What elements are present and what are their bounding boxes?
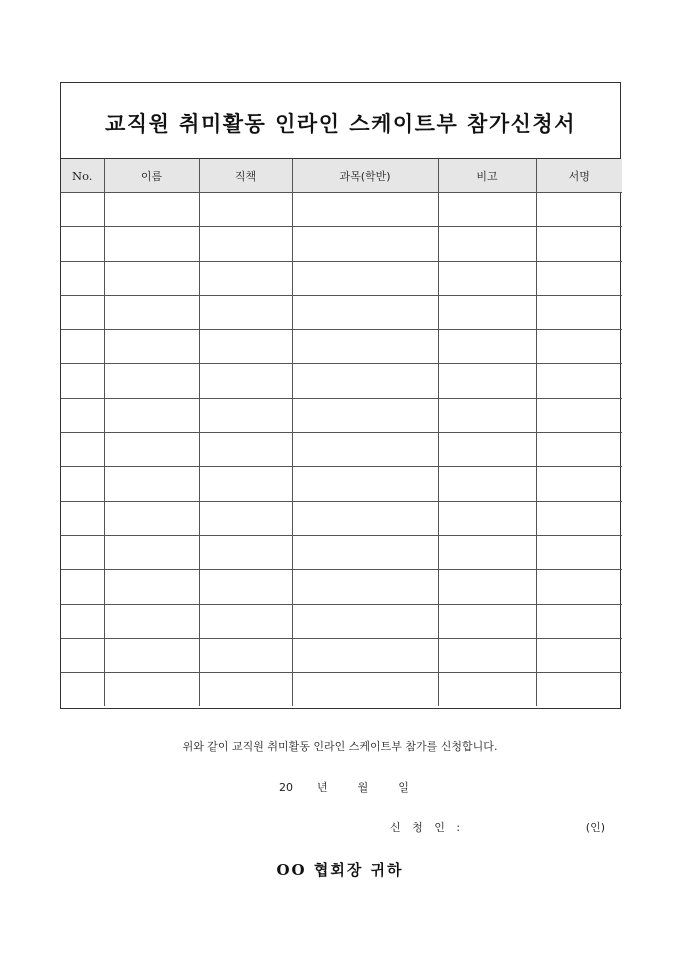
- cell-no: [61, 638, 104, 672]
- cell-no: [61, 364, 104, 398]
- cell-department: [292, 295, 438, 329]
- cell-position: [199, 261, 292, 295]
- cell-remarks: [438, 364, 536, 398]
- cell-department: [292, 261, 438, 295]
- cell-position: [199, 227, 292, 261]
- cell-name: [104, 570, 199, 604]
- cell-signature: [536, 295, 622, 329]
- cell-remarks: [438, 604, 536, 638]
- cell-name: [104, 295, 199, 329]
- cell-signature: [536, 604, 622, 638]
- cell-no: [61, 227, 104, 261]
- cell-remarks: [438, 330, 536, 364]
- cell-signature: [536, 638, 622, 672]
- date-line: [279, 779, 409, 795]
- cell-position: [199, 638, 292, 672]
- cell-signature: [536, 673, 622, 707]
- cell-signature: [536, 501, 622, 535]
- cell-name: [104, 604, 199, 638]
- cell-remarks: [438, 295, 536, 329]
- cell-name: [104, 638, 199, 672]
- cell-no: [61, 673, 104, 707]
- column-header-name: 이름: [104, 159, 199, 193]
- cell-no: [61, 295, 104, 329]
- date-year-prefix: 20: [279, 781, 293, 794]
- cell-remarks: [438, 433, 536, 467]
- cell-position: [199, 330, 292, 364]
- cell-department: [292, 467, 438, 501]
- cell-remarks: [438, 227, 536, 261]
- cell-no: [61, 330, 104, 364]
- cell-remarks: [438, 638, 536, 672]
- table-row: [61, 398, 622, 432]
- cell-name: [104, 398, 199, 432]
- cell-no: [61, 570, 104, 604]
- cell-position: [199, 433, 292, 467]
- cell-no: [61, 501, 104, 535]
- table-row: [61, 604, 622, 638]
- cell-remarks: [438, 398, 536, 432]
- signup-table: [61, 159, 622, 706]
- table-row: [61, 570, 622, 604]
- cell-department: [292, 433, 438, 467]
- cell-signature: [536, 467, 622, 501]
- cell-signature: [536, 364, 622, 398]
- cell-department: [292, 398, 438, 432]
- table-row: [61, 535, 622, 569]
- column-header-no: No.: [61, 159, 104, 193]
- cell-name: [104, 535, 199, 569]
- cell-position: [199, 467, 292, 501]
- applicant-label: 신 청 인 :: [390, 821, 465, 834]
- table-row: [61, 261, 622, 295]
- cell-position: [199, 398, 292, 432]
- cell-remarks: [438, 261, 536, 295]
- table-row: [61, 295, 622, 329]
- seal-mark: (인): [585, 821, 605, 834]
- form-title-area: [61, 83, 620, 159]
- cell-name: [104, 330, 199, 364]
- cell-department: [292, 604, 438, 638]
- cell-no: [61, 467, 104, 501]
- cell-no: [61, 604, 104, 638]
- cell-name: [104, 467, 199, 501]
- cell-position: [199, 501, 292, 535]
- column-header-position: 직책: [199, 159, 292, 193]
- cell-no: [61, 398, 104, 432]
- cell-department: [292, 535, 438, 569]
- cell-no: [61, 535, 104, 569]
- cell-remarks: [438, 673, 536, 707]
- cell-remarks: [438, 193, 536, 227]
- cell-department: [292, 193, 438, 227]
- table-row: [61, 193, 622, 227]
- table-row: [61, 467, 622, 501]
- cell-name: [104, 227, 199, 261]
- cell-signature: [536, 535, 622, 569]
- cell-name: [104, 501, 199, 535]
- cell-signature: [536, 227, 622, 261]
- column-header-department: 과목(학반): [292, 159, 438, 193]
- cell-position: [199, 535, 292, 569]
- cell-position: [199, 295, 292, 329]
- cell-no: [61, 193, 104, 227]
- cell-signature: [536, 330, 622, 364]
- date-day-unit: 일: [398, 781, 409, 794]
- cell-position: [199, 604, 292, 638]
- cell-signature: [536, 261, 622, 295]
- cell-position: [199, 193, 292, 227]
- addressee: OO 협회장 귀하: [276, 861, 404, 879]
- column-header-remarks: 비고: [438, 159, 536, 193]
- application-statement: 위와 같이 교직원 취미활동 인라인 스케이트부 참가를 신청합니다.: [182, 740, 498, 753]
- table-row: [61, 330, 622, 364]
- cell-name: [104, 261, 199, 295]
- table-row: [61, 501, 622, 535]
- table-row: [61, 364, 622, 398]
- table-row: [61, 433, 622, 467]
- form-title: 교직원 취미활동 인라인 스케이트부 참가신청서: [105, 110, 576, 136]
- cell-remarks: [438, 501, 536, 535]
- cell-department: [292, 638, 438, 672]
- cell-signature: [536, 433, 622, 467]
- cell-department: [292, 673, 438, 707]
- cell-position: [199, 364, 292, 398]
- cell-name: [104, 673, 199, 707]
- cell-signature: [536, 193, 622, 227]
- cell-remarks: [438, 467, 536, 501]
- cell-name: [104, 193, 199, 227]
- table-row: [61, 638, 622, 672]
- cell-name: [104, 433, 199, 467]
- cell-remarks: [438, 535, 536, 569]
- cell-remarks: [438, 570, 536, 604]
- cell-position: [199, 673, 292, 707]
- cell-department: [292, 501, 438, 535]
- table-row: [61, 673, 622, 707]
- cell-department: [292, 227, 438, 261]
- cell-department: [292, 570, 438, 604]
- cell-department: [292, 364, 438, 398]
- column-header-signature: 서명: [536, 159, 622, 193]
- table-header-row: [61, 159, 622, 193]
- cell-name: [104, 364, 199, 398]
- cell-department: [292, 330, 438, 364]
- cell-position: [199, 570, 292, 604]
- table-body: [61, 193, 622, 707]
- cell-no: [61, 261, 104, 295]
- application-form: [60, 82, 621, 709]
- cell-no: [61, 433, 104, 467]
- date-month-unit: 월: [357, 781, 369, 794]
- date-year-unit: 년: [317, 781, 328, 794]
- cell-signature: [536, 570, 622, 604]
- table-row: [61, 227, 622, 261]
- cell-signature: [536, 398, 622, 432]
